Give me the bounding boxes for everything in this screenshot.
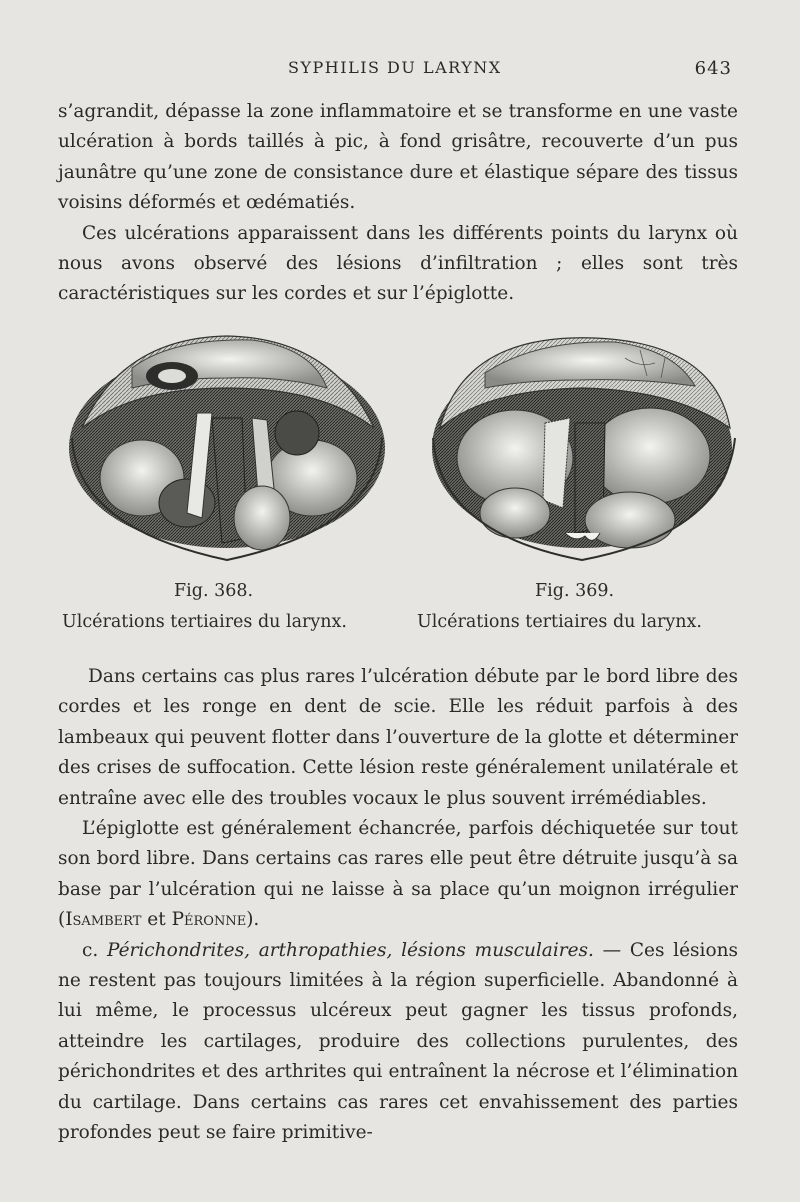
section-title: Périchondrites, arthropathies, lésions musculaires. (106, 939, 594, 961)
paragraph-text: ). (246, 909, 260, 931)
section-label: c. (82, 939, 99, 961)
paragraph-text: L’épiglotte est généralement échancrée, parfois déchiquetée sur tout son bord libre. Dans certains cas rares elle peut être détruite jusqu’à sa base par l’ulcération qui ne laisse à sa place qu’un moignon irrégulier ( (58, 818, 738, 931)
paragraph: s’agrandit, dépasse la zone inflammatoire et se transforme en une vaste ulcération à bords taillés à pic, à fond grisâtre, recouverte d’un pus jaunâtre qu’une zone de consistance dure et élastique sépare des tissus voisins déformés et œdématiés. (58, 101, 738, 214)
paragraph (58, 936, 738, 1149)
author-name: Isambert (65, 909, 142, 931)
paragraph-text: — Ces lésions ne restent pas toujours limitées à la région superficielle. Abandonné à lui même, le processus ulcéreux peut gagner les tissus profonds, atteindre les cartilages, produire des collections purulentes, des périchondrites et des arthrites qui entraînent la nécrose et l’élimination du cartilage. Dans certains cas rares cet envahissement des parties profondes peut se faire primitive- (58, 939, 739, 1144)
page-number: 643 (694, 58, 732, 79)
figure-368 (62, 328, 392, 632)
figure-number: Fig. 369. (535, 581, 615, 601)
conjunction: et (141, 909, 172, 931)
text-block-bottom (58, 662, 738, 1149)
paragraph (58, 662, 738, 814)
paragraph: Ces ulcérations apparaissent dans les différents points du larynx où nous avons observé des lésions d’infiltration ; elles sont très caractéristiques sur les cordes et sur l’épiglotte. (58, 222, 738, 305)
figure-369 (417, 328, 740, 632)
text-block-top (58, 97, 738, 310)
larynx-illustration-368 (62, 328, 392, 568)
figure-caption: Ulcérations tertiaires du larynx. (417, 612, 702, 632)
larynx-illustration-369 (425, 328, 740, 568)
running-title: SYPHILIS DU LARYNX (288, 58, 502, 77)
paragraph (58, 814, 738, 936)
figure-number: Fig. 368. (174, 581, 254, 601)
running-header (60, 58, 740, 88)
paragraph-text: Dans certains cas plus rares l’ulcération débute par le bord libre des cordes et les ronge en dent de scie. Elle les réduit parfois à des lambeaux qui peuvent flotter dans l’ouverture de la glotte et déterminer des crises de suffocation. Cette lésion reste généralement unilatérale et entraîne avec elle des troubles vocaux le plus souvent irrémédiables. (58, 666, 738, 809)
figure-caption: Ulcérations tertiaires du larynx. (62, 612, 347, 632)
author-name: Péronne (171, 909, 247, 931)
